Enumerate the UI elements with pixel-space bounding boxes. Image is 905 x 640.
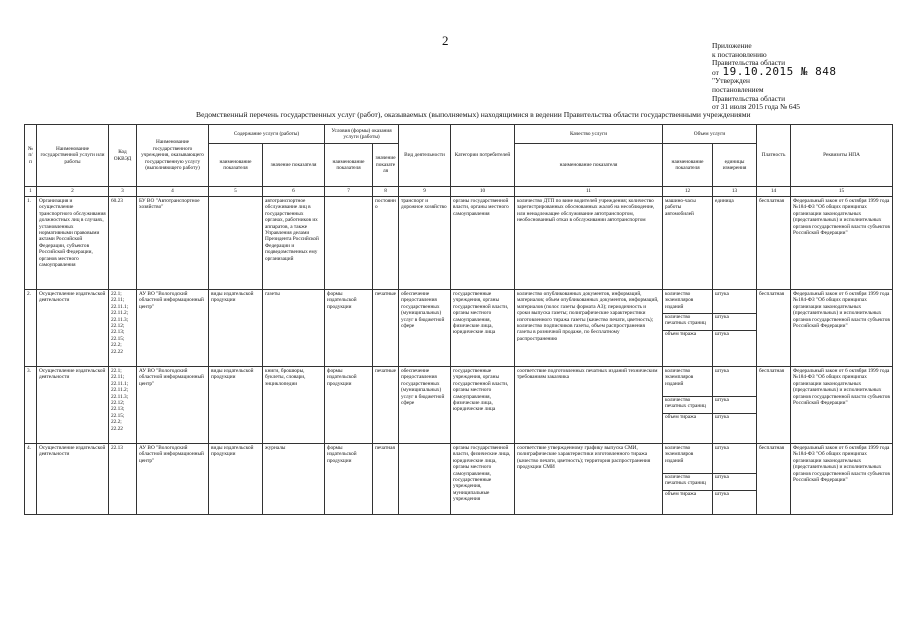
cell-content-value: книги, брошюры, буклеты, словари, энциклопедии [263, 367, 325, 444]
cell-content-value: газеты [263, 290, 325, 367]
header-content: Содержание услуги (работы) [209, 125, 325, 144]
cell-vol-units [713, 444, 757, 515]
cell-name: Осуществление издательской деятельности [37, 444, 109, 515]
appendix-from-label: от [712, 67, 719, 77]
vol-name: объем тиража [665, 491, 697, 497]
vol-name: количество печатных страниц [663, 474, 712, 491]
column-number: 6 [263, 187, 325, 197]
cell-num: 2. [25, 290, 37, 367]
header-content-value: значение показателя [263, 144, 325, 187]
cell-content-name: виды издательской продукции [209, 290, 263, 367]
cell-institution: АУ ВО "Вологодский областной информационный центр" [137, 290, 209, 367]
cell-npa: Федеральный закон от 6 октября 1999 года №184-ФЗ "Об общих принципах организации законодательных (представительных) и исполнительных органов государственной власти субъектов Российской Федерации" [791, 367, 893, 444]
header-cond-name: наименование показателя [325, 144, 373, 187]
cell-name: Организация и осуществление транспортного обслуживания должностных лиц в случаях, установленных нормативными правовыми актами Российской Федерации, субъектов Российской Федерации, органов местного самоуправления [37, 197, 109, 290]
cell-cond-value: печатные [373, 367, 399, 444]
column-number: 1 [25, 187, 37, 197]
cell-consumers: органы государственной власти, физические лица, юридические лица, органы местного самоуправления, государственные учреждения, муниципальные учреждения [451, 444, 515, 515]
column-number: 4 [137, 187, 209, 197]
cell-cond-name: формы издательской продукции [325, 290, 373, 367]
cell-content-value: автотранспортное обслуживание лиц в государственных органах, работников их аппаратов, а также Управления делами Президента Российской Федерации и подведомственных ему организаций [263, 197, 325, 290]
column-number: 8 [373, 187, 399, 197]
header-vol-name: наименование показателя [663, 144, 713, 187]
cell-vol-name: машино-часы работы автомобилей [663, 197, 713, 290]
cell-vol-units [713, 367, 757, 444]
page-number: 2 [442, 33, 449, 48]
cell-cond-name [325, 197, 373, 290]
document-title: Ведомственный перечень государственных услуг (работ), оказываемых (выполняемых) находящимися в ведении Правительства области государственными учреждениями [196, 110, 751, 119]
header-num: № п/п [25, 125, 37, 187]
table-row [25, 444, 893, 515]
appendix-line: постановлением [712, 84, 764, 94]
header-name: Наименование государственной услуги или работы [37, 125, 109, 187]
cell-okved: 60.23 [109, 197, 137, 290]
vol-name: объем тиража [665, 414, 697, 420]
vol-unit: штука [713, 368, 756, 397]
header-okved: Код ОКВЭД [109, 125, 137, 187]
header-activity: Вид деятельности [399, 125, 451, 187]
vol-unit: штука [715, 414, 729, 420]
cell-npa: Федеральный закон от 6 октября 1999 года №184-ФЗ "Об общих принципах организации законодательных (представительных) и исполнительных органов государственной власти субъектов Российской Федерации" [791, 444, 893, 515]
column-number: 9 [399, 187, 451, 197]
header-consumers: Категории потребителей [451, 125, 515, 187]
cell-name: Осуществление издательской деятельности [37, 367, 109, 444]
cell-vol-unit: единица [713, 197, 757, 290]
vol-name: объем тиража [665, 331, 697, 337]
column-number: 3 [109, 187, 137, 197]
cell-institution: АУ ВО "Вологодский областной информационный центр" [137, 367, 209, 444]
cell-num: 4. [25, 444, 37, 515]
cell-activity: обеспечение предоставления государственных (муниципальных) услуг в бюджетной сфере [399, 367, 451, 444]
cell-content-value: журналы [263, 444, 325, 515]
cell-consumers: государственные учреждения, органы государственной власти, органы местного самоуправления, физические лица, юридические лица [451, 290, 515, 367]
cell-npa: Федеральный закон от 6 октября 1999 года №184-ФЗ "Об общих принципах организации законодательных (представительных) и исполнительных органов государственной власти субъектов Российской Федерации" [791, 197, 893, 290]
cell-okved: 22.1; 22.11; 22.11.1; 22.11.2; 22.11.3; 22.12; 22.13; 22.15; 22.2; 22.22 [109, 290, 137, 367]
cell-quality: количество ДТП по вине водителей учреждения; количество зарегистрированных обоснованных жалоб на несоблюдение, или ненадлежащее обслуживание автотранспортом, необоснованный отказ в обслуживании автотранспортом [515, 197, 663, 290]
vol-unit: штука [715, 331, 729, 337]
vol-unit: штука [713, 291, 756, 314]
appendix-line: Приложение [712, 41, 752, 50]
cell-okved: 22.1; 22.11; 22.11.1; 22.11.2; 22.11.3; 22.12; 22.13; 22.15; 22.2; 22.22 [109, 367, 137, 444]
table-row [25, 197, 893, 290]
cell-payment: бесплатная [757, 444, 791, 515]
cell-okved: 22.13 [109, 444, 137, 515]
vol-name: количество экземпляров изданий [663, 445, 712, 474]
header-quality: Качество услуги [515, 125, 663, 144]
appendix-block [712, 42, 892, 112]
column-number: 10 [451, 187, 515, 197]
vol-unit: штука [713, 445, 756, 474]
column-number: 7 [325, 187, 373, 197]
cell-content-name: виды издательской продукции [209, 367, 263, 444]
header-institution: Наименование государственного учреждения, оказывающего государственную услугу (выполняющего работу) [137, 125, 209, 187]
cell-payment: бесплатная [757, 367, 791, 444]
column-number: 2 [37, 187, 109, 197]
vol-name: количество экземпляров изданий [663, 368, 712, 397]
vol-name: количество печатных страниц [663, 314, 712, 331]
column-number: 13 [713, 187, 757, 197]
cell-consumers: государственные учреждения, органы государственной власти, органы местного самоуправления, физические лица, юридические лица [451, 367, 515, 444]
cell-institution: АУ ВО "Вологодский областной информационный центр" [137, 444, 209, 515]
cell-quality: соответствие утвержденному графику выпуска СМИ, полиграфические характеристики изготовленного тиража (качество печати, цветность); территория распространения продукции СМИ [515, 444, 663, 515]
header-vol-unit: единицы измерения [713, 144, 757, 187]
header-content-name: наименование показателя [209, 144, 263, 187]
cell-activity: транспорт и дорожное хозяйство [399, 197, 451, 290]
column-number: 5 [209, 187, 263, 197]
cell-cond-value: печатная [373, 444, 399, 515]
header-conditions: Условия (формы) оказания услуги (работы) [325, 125, 399, 144]
cell-cond-name: формы издательской продукции [325, 444, 373, 515]
cell-content-name [209, 197, 263, 290]
vol-name: количество печатных страниц [663, 397, 712, 414]
cell-activity [399, 444, 451, 515]
header-quality-name: наименование показателя [515, 144, 663, 187]
cell-vol-units [713, 290, 757, 367]
cell-npa: Федеральный закон от 6 октября 1999 года №184-ФЗ "Об общих принципах организации законодательных (представительных) и исполнительных органов государственной власти субъектов Российской Федерации" [791, 290, 893, 367]
appendix-date: 19.10.2015 № 848 [722, 64, 837, 78]
vol-unit: штука [713, 397, 756, 414]
appendix-line: Правительства области [712, 58, 786, 68]
cell-quality: соответствие подготовленных печатных изданий техническим требованиям заказчика [515, 367, 663, 444]
cell-name: Осуществление издательской деятельности [37, 290, 109, 367]
appendix-line: от 31 июля 2015 года № 645 [712, 102, 800, 112]
cell-payment: бесплатная [757, 197, 791, 290]
appendix-line: "Утвержден [712, 76, 751, 86]
appendix-line: к постановлению [712, 49, 767, 59]
cell-payment: бесплатная [757, 290, 791, 367]
header-payment: Платность [757, 125, 791, 187]
table-row [25, 367, 893, 444]
column-number: 12 [663, 187, 713, 197]
services-table [24, 124, 893, 515]
vol-unit: штука [713, 314, 756, 331]
cell-consumers: органы государственной власти, органы местного самоуправления [451, 197, 515, 290]
cell-num: 3. [25, 367, 37, 444]
cell-vol-names [663, 367, 713, 444]
header-cond-value: значение показателя [373, 144, 399, 187]
column-number-row [25, 187, 893, 197]
cell-cond-value: постоянно [373, 197, 399, 290]
vol-unit: штука [715, 491, 729, 497]
cell-vol-names [663, 444, 713, 515]
cell-num: 1. [25, 197, 37, 290]
appendix-line: Правительства области [712, 93, 786, 103]
vol-name: количество экземпляров изданий [663, 291, 712, 314]
cell-institution: БУ ВО "Автотранспортное хозяйство" [137, 197, 209, 290]
cell-cond-name: формы издательской продукции [325, 367, 373, 444]
cell-activity: обеспечение предоставления государственных (муниципальных) услуг в бюджетной сфере [399, 290, 451, 367]
header-npa: Реквизиты НПА [791, 125, 893, 187]
header-volume: Объем услуги [663, 125, 757, 144]
column-number: 15 [791, 187, 893, 197]
table-row [25, 290, 893, 367]
cell-content-name: виды издательской продукции [209, 444, 263, 515]
cell-cond-value: печатные [373, 290, 399, 367]
cell-vol-names [663, 290, 713, 367]
column-number: 11 [515, 187, 663, 197]
cell-quality: количество опубликованных документов, информаций, материалов; объем опубликованных документов, информаций, материалов (полос газеты формата А3); периодичность и сроки выпуска газеты; полиграфические характеристики изготовленного тиража газеты (качество печати, цветность); количество подписчиков газеты, объем распространения газеты в розничной продаже, по бесплатному распространению [515, 290, 663, 367]
column-number: 14 [757, 187, 791, 197]
vol-unit: штука [713, 474, 756, 491]
